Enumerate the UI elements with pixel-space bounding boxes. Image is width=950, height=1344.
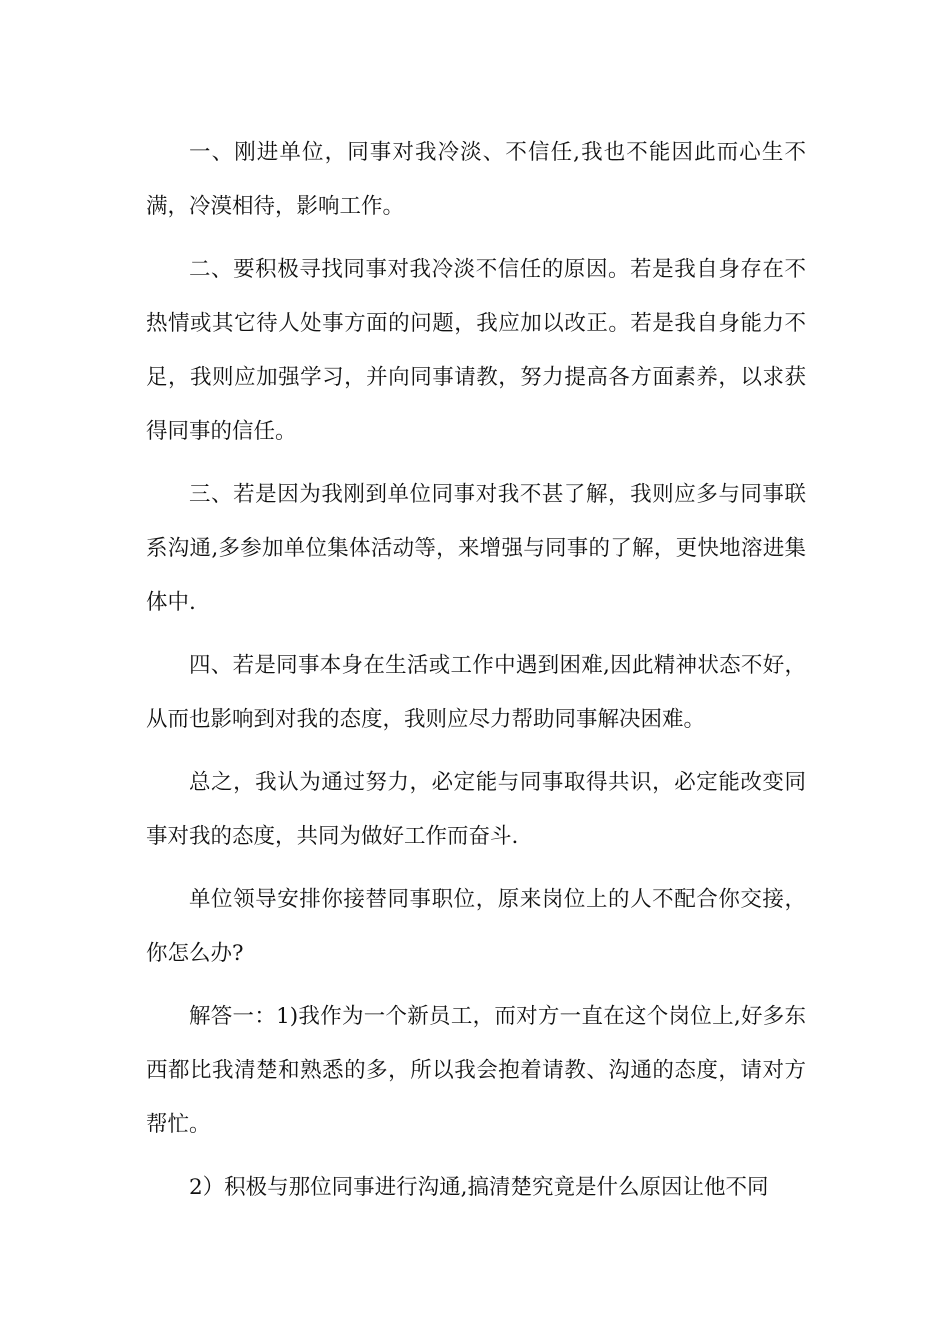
paragraph-1: 一、刚进单位，同事对我冷淡、不信任,我也不能因此而心生不满，冷漠相待，影响工作。 — [146, 140, 806, 219]
paragraph-2: 二、要积极寻找同事对我冷淡不信任的原因。若是我自身存在不热情或其它待人处事方面的问题，我应加以改正。若是我自身能力不足，我则应加强学习，并向同事请教，努力提高各方面素养，以求获得同事的信任。 — [146, 257, 806, 444]
paragraph-summary: 总之，我认为通过努力，必定能与同事取得共识，必定能改变同事对我的态度，共同为做好工作而奋斗. — [146, 770, 806, 849]
paragraph-3: 三、若是因为我刚到单位同事对我不甚了解，我则应多与同事联系沟通,多参加单位集体活动等，来增强与同事的了解，更快地溶进集体中. — [146, 482, 806, 615]
paragraph-4: 四、若是同事本身在生活或工作中遇到困难,因此精神状态不好，从而也影响到对我的态度，我则应尽力帮助同事解决困难。 — [146, 653, 806, 732]
document-body — [146, 126, 806, 1224]
answer-paragraph-1: 解答一：1)我作为一个新员工，而对方一直在这个岗位上,好多东西都比我清楚和熟悉的多，所以我会抱着请教、沟通的态度，请对方帮忙。 — [146, 1004, 806, 1137]
answer-paragraph-2: 2）积极与那位同事进行沟通,搞清楚究竟是什么原因让他不同 — [189, 1175, 769, 1200]
question-paragraph: 单位领导安排你接替同事职位，原来岗位上的人不配合你交接，你怎么办? — [146, 887, 806, 966]
